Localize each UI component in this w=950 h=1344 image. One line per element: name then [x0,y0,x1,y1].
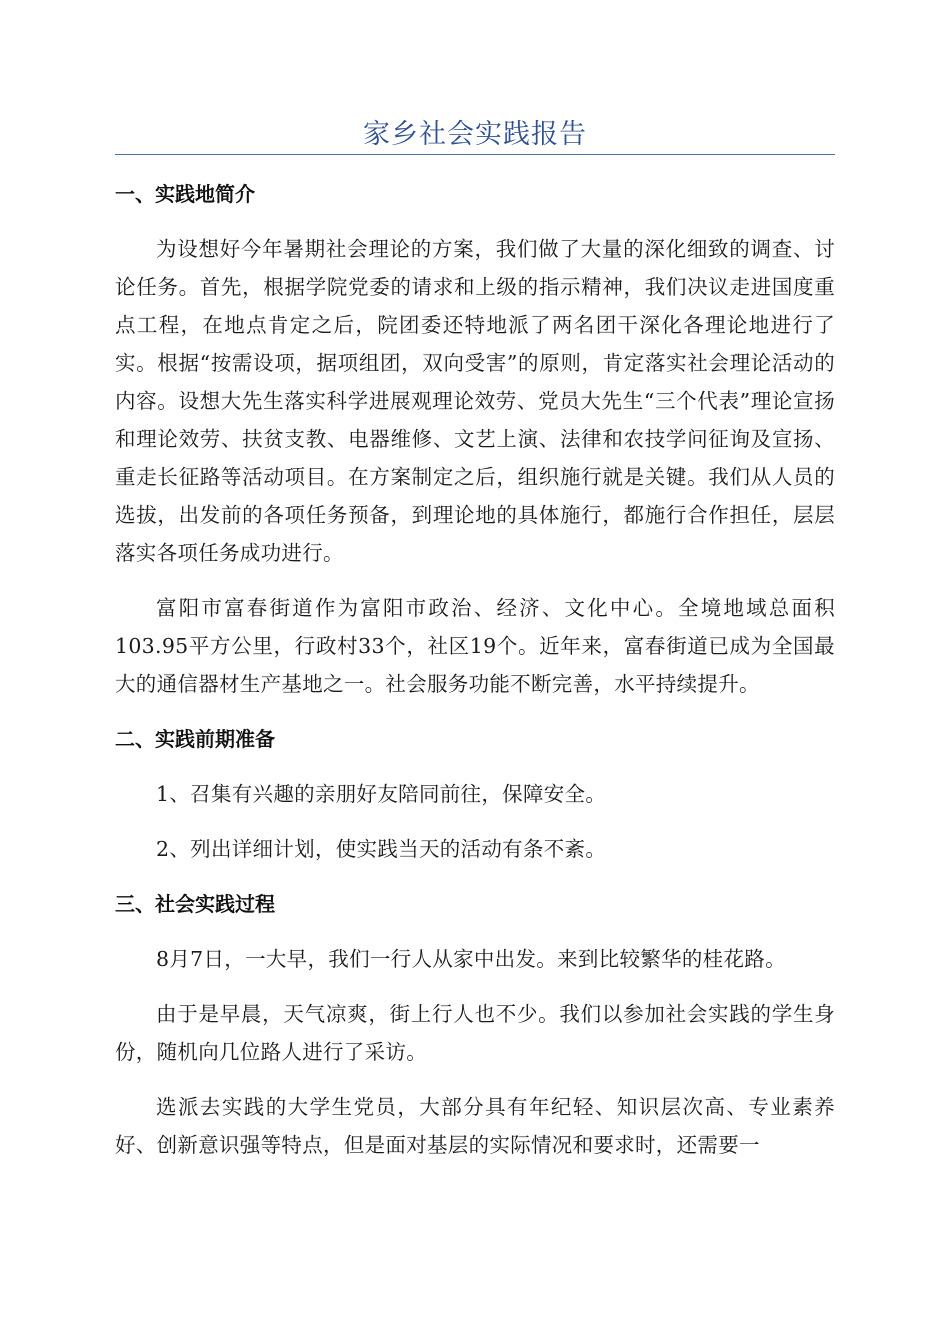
section-heading-preparation: 二、实践前期准备 [115,727,275,751]
document-body [115,174,835,1164]
paragraph: 为设想好今年暑期社会理论的方案，我们做了大量的深化细致的调查、讨论任务。首先，根据学院党委的请求和上级的指示精神，我们决议走进国度重点工程，在地点肯定之后，院团委还特地派了两名团干深化各理论地进行了实。根据“按需设项，据项组团，双向受害”的原则，肯定落实社会理论活动的内容。设想大先生落实科学进展观理论效劳、党员大先生“三个代表”理论宣扬和理论效劳、扶贫支教、电器维修、文艺上演、法律和农技学问征询及宣扬、重走长征路等活动项目。在方案制定之后，组织施行就是关键。我们从人员的选拔，出发前的各项任务预备，到理论地的具体施行，都施行合作担任，层层落实各项任务成功进行。 [115,237,835,565]
paragraph: 8月7日，一大早，我们一行人从家中出发。来到比较繁华的桂花路。 [156,947,786,971]
paragraph: 富阳市富春街道作为富阳市政治、经济、文化中心。全境地域总面积103.95平方公里，行政村33个，社区19个。近年来，富春街道已成为全国最大的通信器材生产基地之一。社会服务功能不断完善，水平持续提升。 [115,596,835,696]
list-item: 1、召集有兴趣的亲朋好友陪同前往，保障安全。 [156,782,607,806]
list-item: 2、列出详细计划，使实践当天的活动有条不紊。 [156,837,607,861]
paragraph: 选派去实践的大学生党员，大部分具有年纪轻、知识层次高、专业素养好、创新意识强等特点，但是面对基层的实际情况和要求时，还需要一 [115,1095,835,1157]
section-heading-intro: 一、实践地简介 [115,182,255,206]
section-heading-process: 三、社会实践过程 [115,892,275,916]
page-title: 家乡社会实践报告 [363,119,587,150]
paragraph: 由于是早晨，天气凉爽，街上行人也不少。我们以参加社会实践的学生身份，随机向几位路人进行了采访。 [115,1002,835,1064]
title-divider [115,154,835,155]
